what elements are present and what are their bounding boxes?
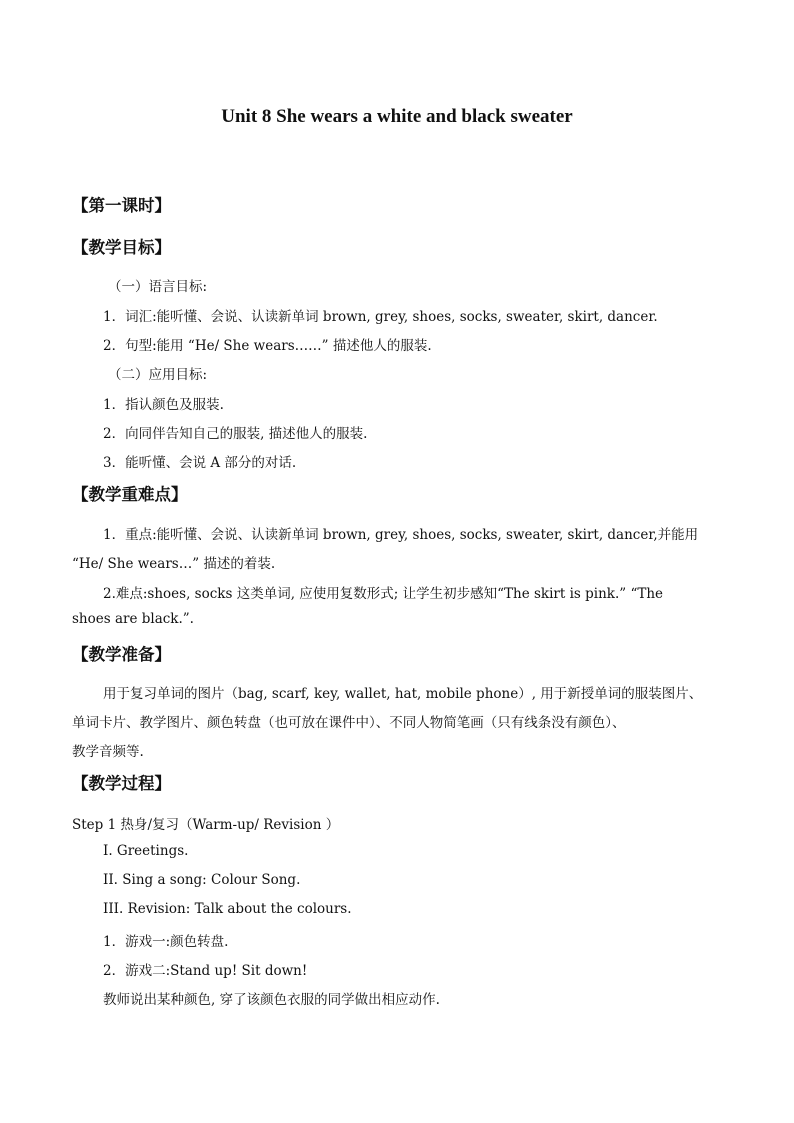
- document-title: Unit 8 She wears a white and black sweater: [221, 106, 573, 127]
- key-point-text: “He/ She wears…” 描述的着装.: [72, 556, 276, 572]
- language-goal-header: （一）语言目标:: [108, 279, 208, 295]
- process-item: 2．游戏二:Stand up! Sit down!: [103, 963, 308, 979]
- process-item: 教师说出某种颜色, 穿了该颜色衣服的同学做出相应动作.: [103, 992, 440, 1008]
- heading-key-points: 【教学重难点】: [72, 485, 188, 504]
- application-goal-item: 1．指认颜色及服装.: [103, 397, 224, 413]
- application-goal-item: 3．能听懂、会说 A 部分的对话.: [103, 455, 297, 471]
- process-item: III. Revision: Talk about the colours.: [103, 901, 352, 917]
- heading-lesson: 【第一课时】: [72, 196, 171, 215]
- key-point-text: 1．重点:能听懂、会说、认读新单词 brown, grey, shoes, socks, sweater, skirt, dancer,并能用: [103, 527, 699, 543]
- heading-preparation: 【教学准备】: [72, 645, 171, 664]
- heading-goals: 【教学目标】: [72, 238, 171, 257]
- language-goal-item: 2．句型:能用 “He/ She wears……” 描述他人的服装.: [103, 338, 432, 354]
- heading-process: 【教学过程】: [72, 774, 171, 793]
- application-goal-header: （二）应用目标:: [108, 367, 208, 383]
- process-item: 1．游戏一:颜色转盘.: [103, 934, 229, 950]
- preparation-text: 教学音频等.: [72, 744, 144, 760]
- difficult-point-text: shoes are black.”.: [72, 611, 194, 627]
- preparation-text: 单词卡片、教学图片、颜色转盘（也可放在课件中）、不同人物简笔画（只有线条没有颜色）、: [72, 715, 626, 731]
- difficult-point-text: 2.难点:shoes, socks 这类单词, 应使用复数形式; 让学生初步感知“The skirt is pink.” “The: [103, 586, 664, 602]
- process-item: II. Sing a song: Colour Song.: [103, 872, 301, 888]
- preparation-text: 用于复习单词的图片（bag, scarf, key, wallet, hat, mobile phone）, 用于新授单词的服装图片、: [103, 686, 703, 702]
- step-title: Step 1 热身/复习（Warm-up/ Revision ）: [72, 817, 340, 833]
- language-goal-item: 1．词汇:能听懂、会说、认读新单词 brown, grey, shoes, socks, sweater, skirt, dancer.: [103, 309, 658, 325]
- process-item: I. Greetings.: [103, 843, 189, 859]
- application-goal-item: 2．向同伴告知自己的服装, 描述他人的服装.: [103, 426, 368, 442]
